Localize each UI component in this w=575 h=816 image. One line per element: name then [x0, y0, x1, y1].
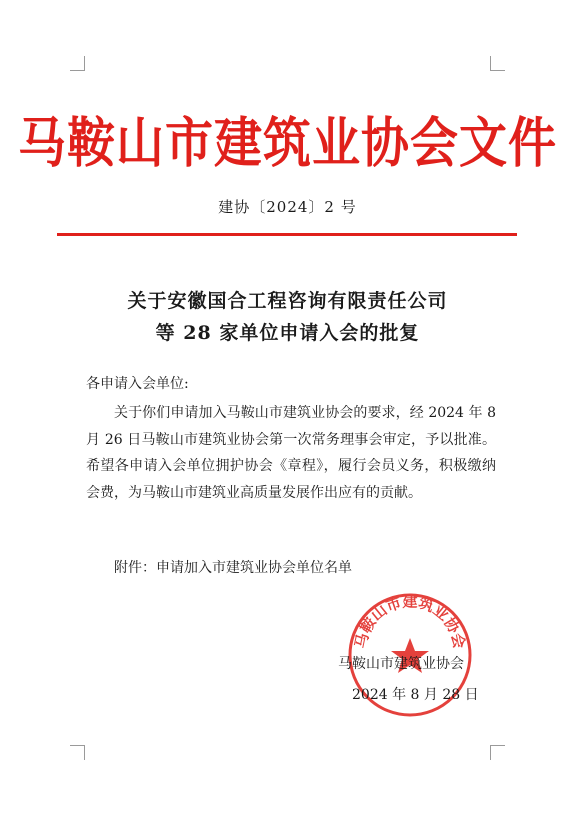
body-paragraph: 关于你们申请加入马鞍山市建筑业协会的要求，经 2024 年 8 月 26 日马鞍山市建筑业协会第一次常务理事会审定，予以批准。希望各申请入会单位拥护协会《章程》，履行会员义务，积极缴纳会费，为马鞍山市建筑业高质量发展作出应有的贡献。 — [86, 405, 496, 501]
salutation: 各申请入会单位: — [86, 376, 189, 392]
crop-mark-top-right — [490, 56, 505, 71]
document-number: 建协〔2024〕2 号 — [218, 198, 357, 216]
signature-date: 2024 年 8 月 28 日 — [352, 687, 479, 703]
crop-mark-bottom-left — [70, 745, 85, 760]
document-masthead: 马鞍山市建筑业协会文件 — [17, 112, 557, 176]
crop-mark-top-left — [70, 56, 85, 71]
document-title-line2: 等 28 家单位申请入会的批复 — [155, 322, 420, 344]
document-title-line1: 关于安徽国合工程咨询有限责任公司 — [127, 290, 448, 312]
seal-text: 马鞍山市建筑业协会 — [351, 592, 469, 650]
crop-mark-bottom-right — [490, 745, 505, 760]
red-divider — [57, 233, 517, 236]
attachment-note: 附件：申请加入市建筑业协会单位名单 — [114, 560, 352, 576]
signature-organization: 马鞍山市建筑业协会 — [338, 656, 464, 672]
